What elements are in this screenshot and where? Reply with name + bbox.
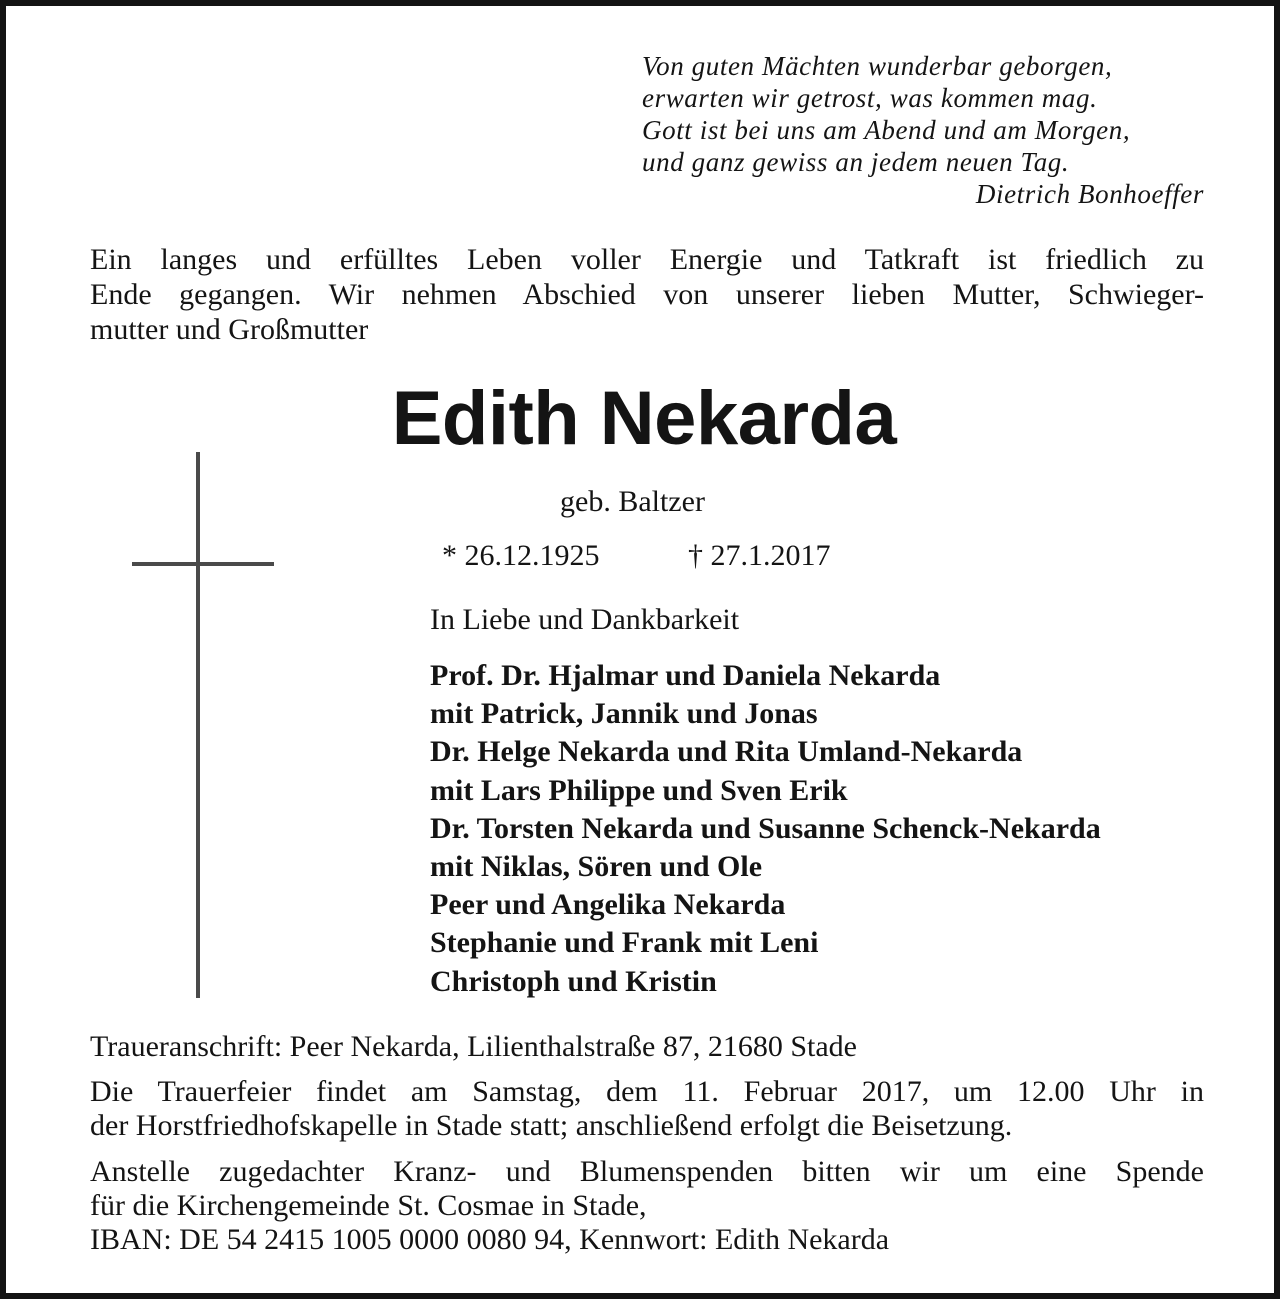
quote-line: erwarten wir getrost, was kommen mag.	[642, 83, 1098, 113]
deceased-name: Edith Nekarda	[391, 376, 897, 461]
mourner-line: Dr. Helge Nekarda und Rita Umland-Nekarda	[430, 735, 1023, 769]
address-line: Traueranschrift: Peer Nekarda, Lilienthalstraße 87, 21680 Stade	[90, 1030, 857, 1063]
ceremony-info	[90, 1075, 1204, 1143]
cross-icon	[196, 452, 200, 998]
ceremony-line: der Horstfriedhofskapelle in Stade statt; anschließend erfolgt die Beisetzung.	[90, 1109, 1013, 1142]
maiden-name: geb. Baltzer	[560, 485, 705, 518]
donation-line: Anstelle zugedachter Kranz- und Blumenspenden bitten wir um eine Spende	[90, 1155, 1204, 1188]
birth-date: * 26.12.1925	[442, 539, 600, 572]
mourner-line: mit Patrick, Jannik und Jonas	[430, 697, 818, 731]
mourner-line: Dr. Torsten Nekarda und Susanne Schenck-Nekarda	[430, 811, 1101, 845]
quote-line: und ganz gewiss an jedem neuen Tag.	[642, 147, 1070, 177]
intro-text	[90, 242, 1204, 347]
intro-line: mutter und Großmutter	[90, 313, 369, 346]
cross-icon-beam	[132, 562, 274, 566]
ceremony-line: Die Trauerfeier findet am Samstag, dem 11. Februar 2017, um 12.00 Uhr in	[90, 1075, 1204, 1108]
mourning-address	[90, 1030, 1204, 1064]
mourner-line: mit Lars Philippe und Sven Erik	[430, 773, 848, 807]
mourner-line: Peer und Angelika Nekarda	[430, 888, 786, 922]
dedication: In Liebe und Dankbarkeit	[430, 603, 740, 636]
mourner-line: Christoph und Kristin	[430, 964, 717, 998]
death-date: † 27.1.2017	[688, 539, 831, 572]
mourners-list	[430, 657, 1101, 1001]
mourner-line: Prof. Dr. Hjalmar und Daniela Nekarda	[430, 659, 941, 692]
quote-line: Von guten Mächten wunderbar geborgen,	[642, 51, 1113, 81]
donation-line: für die Kirchengemeinde St. Cosmae in Stade,	[90, 1189, 647, 1222]
quote-line: Gott ist bei uns am Abend und am Morgen,	[642, 115, 1131, 145]
bonhoeffer-quote	[642, 50, 1206, 210]
mourner-line: Stephanie und Frank mit Leni	[430, 926, 819, 960]
donation-line: IBAN: DE 54 2415 1005 0000 0080 94, Kennwort: Edith Nekarda	[90, 1223, 890, 1256]
donation-info	[90, 1155, 1204, 1257]
intro-line: Ein langes und erfülltes Leben voller Energie und Tatkraft ist friedlich zu	[90, 243, 1204, 276]
mourner-line: mit Niklas, Sören und Ole	[430, 850, 763, 884]
intro-line: Ende gegangen. Wir nehmen Abschied von unserer lieben Mutter, Schwieger-	[90, 278, 1204, 311]
quote-author: Dietrich Bonhoeffer	[975, 179, 1204, 209]
